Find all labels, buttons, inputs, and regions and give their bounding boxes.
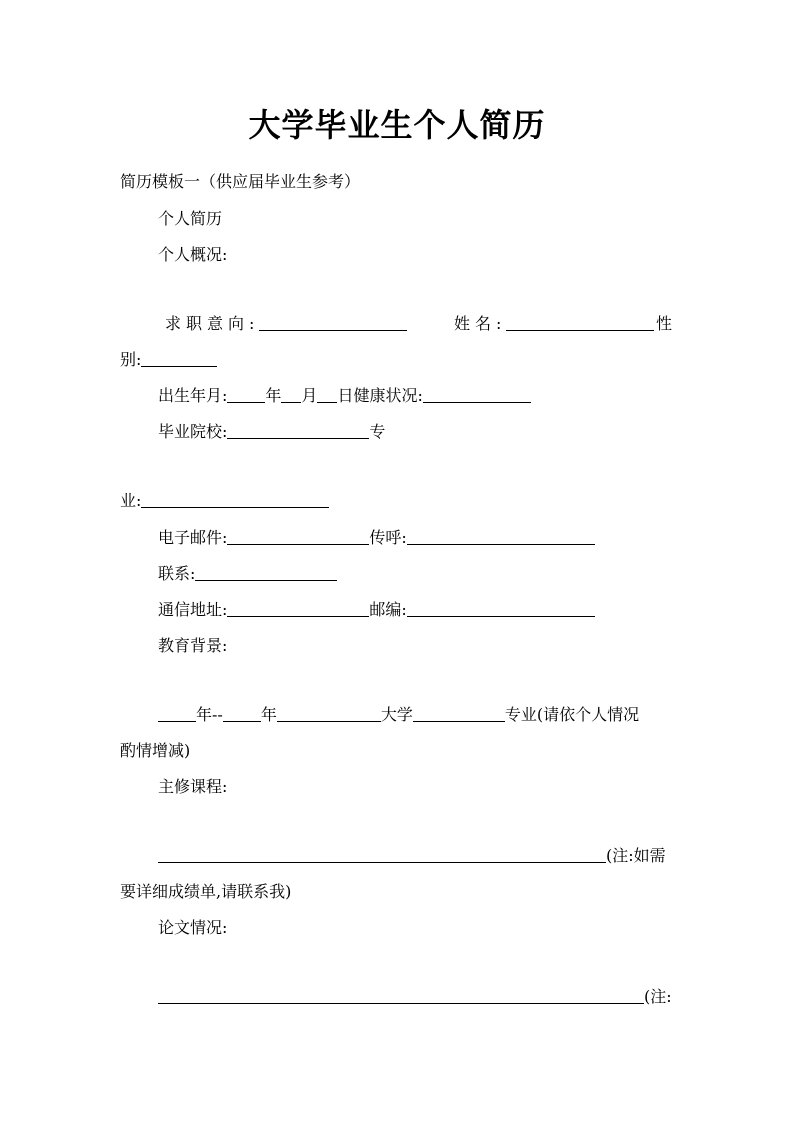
edu-major-note2: 酌情增减): [120, 741, 191, 760]
major-char1: 专: [369, 422, 386, 441]
postcode-field[interactable]: [407, 600, 595, 617]
job-intent-field[interactable]: [259, 314, 407, 331]
edu-major-field[interactable]: [413, 705, 505, 722]
health-field[interactable]: [423, 386, 531, 403]
edu-university-field[interactable]: [277, 705, 381, 722]
edu-year-sep: 年--: [196, 705, 223, 724]
major-field[interactable]: [141, 491, 329, 508]
contact-row: [158, 564, 337, 584]
email-label: 电子邮件:: [158, 528, 228, 547]
address-field[interactable]: [227, 600, 369, 617]
birth-month-label: 月: [301, 386, 318, 405]
major-row: [120, 491, 329, 511]
education-row: [158, 705, 639, 725]
courses-note2: 要详细成绩单,请联系我): [120, 882, 292, 901]
name-field[interactable]: [506, 314, 654, 331]
address-label: 通信地址:: [158, 600, 228, 619]
birth-year-label: 年: [265, 386, 282, 405]
contact-label: 联系:: [158, 564, 196, 583]
thesis-field[interactable]: [158, 987, 644, 1004]
edu-end-year-field[interactable]: [223, 705, 261, 722]
document-title: 大学毕业生个人简历: [248, 106, 546, 144]
school-label: 毕业院校:: [158, 422, 228, 441]
name-label: 姓名:: [454, 314, 507, 333]
pager-label: 传呼:: [369, 528, 407, 547]
edu-start-year-field[interactable]: [158, 705, 196, 722]
birth-day-field[interactable]: [317, 386, 337, 403]
school-row: [158, 422, 385, 442]
school-field[interactable]: [227, 422, 369, 439]
birth-label: 出生年月:: [158, 386, 228, 405]
birth-month-field[interactable]: [281, 386, 301, 403]
gender-char1: 性: [656, 314, 673, 333]
email-row: [158, 528, 595, 548]
thesis-note: (注:: [644, 987, 672, 1006]
thesis-label: 论文情况:: [158, 918, 228, 937]
email-field[interactable]: [227, 528, 369, 545]
courses-label: 主修课程:: [158, 777, 228, 796]
courses-note: (注:如需: [606, 846, 666, 865]
heading-resume: 个人简历: [158, 209, 223, 228]
birth-year-field[interactable]: [227, 386, 265, 403]
subtitle: 简历模板一（供应届毕业生参考）: [120, 172, 361, 191]
job-intent-label: 求职意向:: [165, 314, 260, 333]
address-row: [158, 600, 595, 620]
gender-row: [120, 350, 217, 370]
birth-row: [158, 386, 531, 406]
courses-field[interactable]: [158, 846, 606, 863]
courses-row: [158, 846, 666, 866]
name-row: [454, 314, 654, 334]
edu-major-note: 专业(请依个人情况: [504, 705, 640, 724]
edu-university-label: 大学: [380, 705, 413, 724]
gender-label: 别:: [120, 350, 142, 369]
major-label: 业:: [120, 491, 142, 510]
postcode-label: 邮编:: [369, 600, 407, 619]
health-label: 日健康状况:: [337, 386, 423, 405]
pager-field[interactable]: [407, 528, 595, 545]
gender-field[interactable]: [141, 350, 217, 367]
education-label: 教育背景:: [158, 636, 228, 655]
contact-field[interactable]: [195, 564, 337, 581]
thesis-row: [158, 987, 672, 1007]
job-intent-row: [165, 314, 407, 334]
edu-year-end: 年: [260, 705, 277, 724]
heading-overview: 个人概况:: [158, 245, 228, 264]
